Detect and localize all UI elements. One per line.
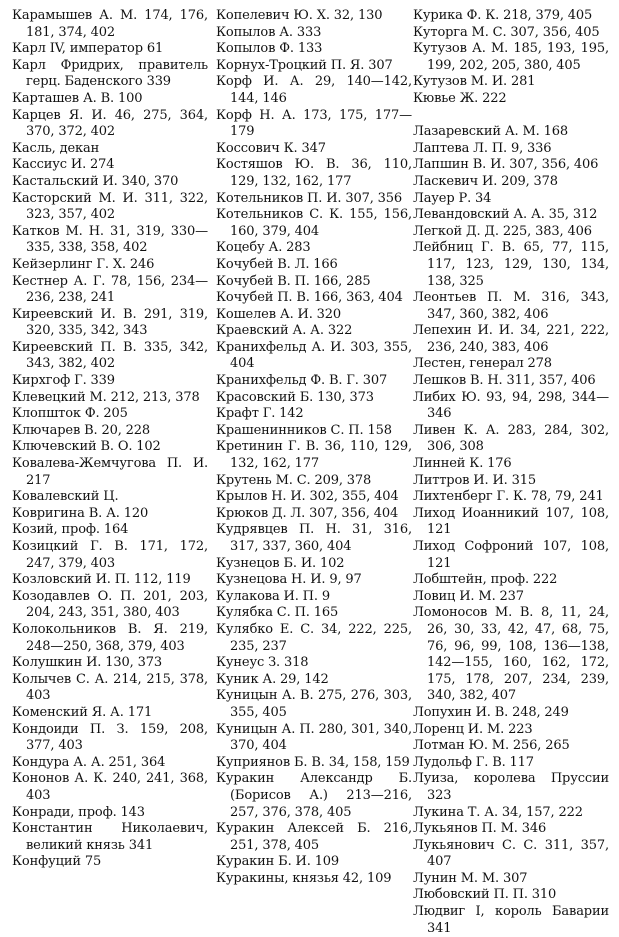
index-entry: Лазаревский А. М. 168: [413, 124, 568, 140]
index-entry: Ключарев В. 20, 228: [12, 422, 151, 438]
index-entry: Кассиус И. 274: [12, 157, 115, 173]
index-entry: Лестен, генерал 278: [413, 356, 552, 372]
index-entry: Кулакова И. П. 9: [216, 588, 330, 604]
index-entry: Людвиг I, король Баварии 341: [413, 904, 609, 936]
index-entry: Лобштейн, проф. 222: [413, 572, 558, 588]
index-entry: Кошелев А. И. 320: [216, 306, 342, 322]
index-entry: Кунеус З. 318: [216, 655, 309, 671]
index-entry: Котельников П. И. 307, 356: [216, 190, 403, 206]
index-entry: Курика Ф. К. 218, 379, 405: [413, 8, 593, 23]
index-entry: Ливен К. А. 283, 284, 302, 306, 308: [413, 422, 609, 455]
index-entry: Конради, проф. 143: [12, 804, 145, 820]
index-column-2: [216, 8, 412, 887]
index-entry: Кювье Ж. 222: [413, 90, 507, 106]
index-entry: Легкой Д. Д. 225, 383, 406: [413, 223, 592, 239]
index-entry: Ковригина В. А. 120: [12, 505, 149, 521]
index-entry: Кондоиди П. З. 159, 208, 377, 403: [12, 721, 208, 754]
index-entry: Куник А. 29, 142: [216, 671, 329, 687]
index-entry: Ласкевич И. 209, 378: [413, 173, 558, 189]
index-entry: Крашенинников С. П. 158: [216, 422, 392, 438]
index-entry: Коцебу А. 283: [216, 240, 311, 256]
index-entry: Кутузов А. М. 185, 193, 195, 199, 202, 205, 380, 405: [413, 41, 609, 73]
index-entry: Куракин Александр Б. (Борисов А.) 213—216, 257, 376, 378, 405: [216, 771, 412, 820]
index-entry: Крюков Д. Л. 307, 356, 404: [216, 505, 399, 521]
index-entry: Костяшов Ю. В. 36, 110, 129, 132, 162, 177: [216, 157, 412, 189]
index-entry: Кулябка С. П. 165: [216, 605, 339, 621]
index-entry: Лауер Р. 34: [413, 190, 492, 206]
index-entry: Лейбниц Г. В. 65, 77, 115, 117, 123, 129, 130, 134, 138, 325: [413, 240, 609, 289]
index-entry: Кестнер А. Г. 78, 156, 234—236, 238, 241: [12, 273, 208, 306]
index-entry: Карцев Я. И. 46, 275, 364, 370, 372, 402: [12, 107, 208, 140]
index-entry: Касль, декан: [12, 140, 100, 156]
index-entry: Лапшин В. И. 307, 356, 406: [413, 157, 599, 173]
index-entry: Куприянов Б. В. 34, 158, 159: [216, 754, 410, 770]
index-entry: Ковалева-Жемчугова П. И. 217: [12, 456, 208, 488]
index-entry: Кузнецов Б. И. 102: [216, 555, 345, 571]
index-entry: Лаптева Л. П. 9, 336: [413, 140, 552, 156]
index-entry: Ключевский В. О. 102: [12, 439, 161, 455]
index-entry: Коссович К. 347: [216, 140, 326, 156]
index-entry: Кочубей П. В. 166, 363, 404: [216, 290, 403, 306]
index-entry: Куракины, князья 42, 109: [216, 870, 392, 886]
index-entry: Леонтьев П. М. 316, 343, 347, 360, 382, 406: [413, 290, 609, 322]
index-entry: Корф И. А. 29, 140—142, 144, 146: [216, 74, 412, 106]
index-entry: Карл IV, император 61: [12, 41, 164, 57]
index-entry: Копелевич Ю. Х. 32, 130: [216, 8, 383, 23]
index-column-3: [413, 8, 609, 937]
index-entry: Кононов А. К. 240, 241, 368, 403: [12, 771, 208, 803]
index-entry: Кирхгоф Г. 339: [12, 373, 115, 389]
index-entry: Лудольф Г. В. 117: [413, 754, 534, 770]
index-entry: Линней К. 176: [413, 456, 512, 472]
index-column-1: [12, 8, 208, 871]
index-entry: Крутень М. С. 209, 378: [216, 472, 372, 488]
index-entry: Лукина Т. А. 34, 157, 222: [413, 804, 583, 820]
index-entry: Либих Ю. 93, 94, 298, 344—346: [413, 389, 609, 422]
index-entry: Коменский Я. А. 171: [12, 704, 153, 720]
index-entry: Лунин М. М. 307: [413, 870, 528, 886]
index-entry: Куторга М. С. 307, 356, 405: [413, 24, 600, 40]
index-entry: Кузнецова Н. И. 9, 97: [216, 572, 362, 588]
index-entry: Касторский М. И. 311, 322, 323, 357, 402: [12, 190, 208, 223]
index-entry: Краевский А. А. 322: [216, 323, 353, 339]
index-entry: Красовский Б. 130, 373: [216, 389, 374, 405]
index-entry: Литтров И. И. 315: [413, 472, 536, 488]
index-entry: Крафт Г. 142: [216, 406, 304, 422]
index-entry: Киреевский И. В. 291, 319, 320, 335, 342, 343: [12, 306, 208, 339]
index-entry: Ковалевский Ц.: [12, 489, 119, 505]
index-entry: Крылов Н. И. 302, 355, 404: [216, 489, 399, 505]
index-entry: Карл Фридрих, правитель герц. Баденского 339: [12, 57, 208, 90]
index-entry: Котельников С. К. 155, 156, 160, 379, 404: [216, 207, 412, 239]
index-entry: Кудрявцев П. Н. 31, 316, 317, 337, 360, 404: [216, 522, 412, 554]
index-entry: Луиза, королева Пруссии 323: [413, 771, 609, 803]
index-entry: Кранихфельд Ф. В. Г. 307: [216, 373, 388, 389]
index-entry: Клевецкий М. 212, 213, 378: [12, 389, 200, 405]
index-entry: Конфуций 75: [12, 854, 102, 870]
index-entry: Ломоносов М. В. 8, 11, 24, 26, 30, 33, 42, 47, 68, 75, 76, 96, 99, 108, 136—138, 142—155, 160, 162, 172, 175, 178, 207, 234, 239, 340, 382, 407: [413, 605, 609, 704]
index-entry: Ловиц И. М. 237: [413, 588, 524, 604]
index-entry: Любовский П. П. 310: [413, 887, 557, 903]
index-entry: Киреевский П. В. 335, 342, 343, 382, 402: [12, 339, 208, 372]
index-entry: Лоренц И. М. 223: [413, 721, 533, 737]
index-entry: Лешков В. Н. 311, 357, 406: [413, 373, 596, 389]
index-entry: Левандовский А. А. 35, 312: [413, 207, 598, 223]
index-entry: Куракин Алексей Б. 216, 251, 378, 405: [216, 821, 412, 853]
index-entry: Карамышев А. М. 174, 176, 181, 374, 402: [12, 8, 208, 40]
index-entry: Куницын А. П. 280, 301, 340, 370, 404: [216, 721, 412, 754]
index-entry: Кулябко Е. С. 34, 222, 225, 235, 237: [216, 621, 412, 654]
index-entry: Кутузов М. И. 281: [413, 74, 536, 90]
index-entry: Кондура А. А. 251, 364: [12, 754, 166, 770]
index-entry: Лиход Иоанникий 107, 108, 121: [413, 505, 609, 538]
index-entry: Кейзерлинг Г. Х. 246: [12, 256, 155, 272]
index-entry: Карташев А. В. 100: [12, 90, 143, 106]
index-entry: Константин Николаевич, великий князь 341: [12, 821, 208, 853]
index-entry: Колушкин И. 130, 373: [12, 655, 162, 671]
index-entry: Колокольников В. Я. 219, 248—250, 368, 379, 403: [12, 621, 208, 654]
index-entry: Кастальский И. 340, 370: [12, 173, 179, 189]
index-entry: Лиход Софроний 107, 108, 121: [413, 539, 609, 571]
index-entry: Лопухин И. В. 248, 249: [413, 704, 569, 720]
index-entry: Кочубей В. П. 166, 285: [216, 273, 371, 289]
index-entry: Лепехин И. И. 34, 221, 222, 236, 240, 383, 406: [413, 323, 609, 355]
index-entry: Козий, проф. 164: [12, 522, 129, 538]
index-entry: Куракин Б. И. 109: [216, 854, 340, 870]
index-entry: Кретинин Г. В. 36, 110, 129, 132, 162, 177: [216, 439, 412, 472]
index-entry: Козицкий Г. В. 171, 172, 247, 379, 403: [12, 539, 208, 571]
index-entry: Клопшток Ф. 205: [12, 406, 128, 422]
index-entry: Копылов А. 333: [216, 24, 322, 40]
index-entry: Кочубей В. Л. 166: [216, 256, 338, 272]
index-entry: Копылов Ф. 133: [216, 41, 323, 57]
index-entry: Кранихфельд А. И. 303, 355, 404: [216, 339, 412, 372]
index-entry: Катков М. Н. 31, 319, 330—335, 338, 358, 402: [12, 223, 208, 256]
index-entry: Корф Н. А. 173, 175, 177—179: [216, 107, 412, 140]
index-entry: Козловский И. П. 112, 119: [12, 572, 191, 588]
index-entry: Корнух-Троцкий П. Я. 307: [216, 57, 393, 73]
index-entry: Куницын А. В. 275, 276, 303, 355, 405: [216, 688, 412, 720]
index-entry: Колычев С. А. 214, 215, 378, 403: [12, 671, 208, 704]
index-entry: Лотман Ю. М. 256, 265: [413, 738, 570, 754]
index-entry: Лукьянов П. М. 346: [413, 821, 547, 837]
index-entry: Лихтенберг Г. К. 78, 79, 241: [413, 489, 604, 505]
index-entry: Лукьянович С. С. 311, 357, 407: [413, 837, 609, 870]
index-entry: Козодавлев О. П. 201, 203, 204, 243, 351, 380, 403: [12, 588, 208, 621]
